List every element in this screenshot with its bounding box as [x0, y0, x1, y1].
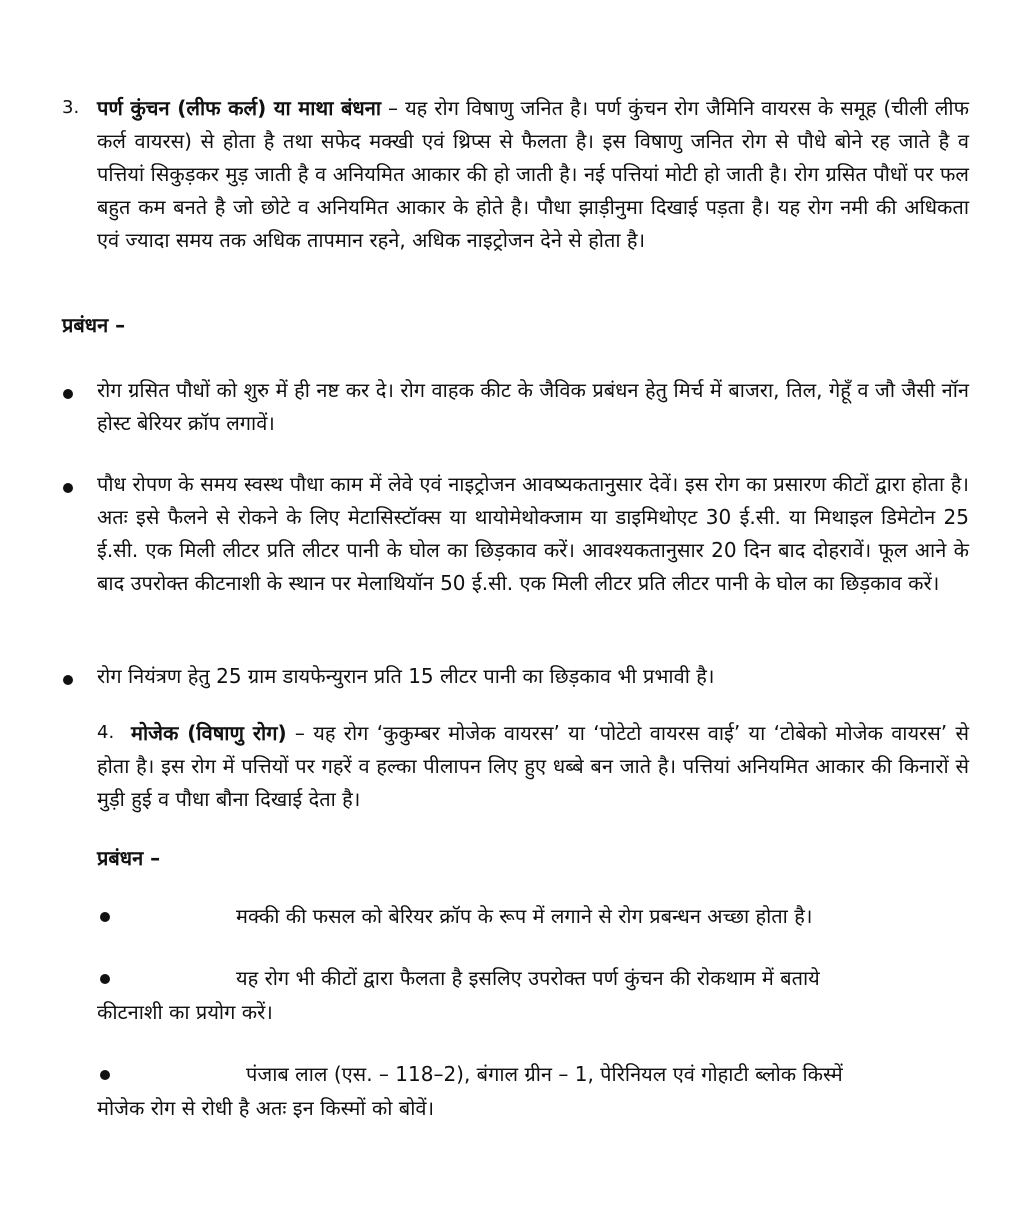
section-3-paragraph: [97, 92, 969, 257]
section-3-management-heading: प्रबंधन –: [62, 313, 126, 337]
bullet-marker: [100, 974, 110, 984]
bullet-marker: [100, 912, 110, 922]
section-4-paragraph: [97, 717, 969, 816]
section-4-bullet-1: मक्की की फसल को बेरियर क्रॉप के रूप में लगाने से रोग प्रबन्धन अच्छा होता है।: [236, 904, 813, 928]
section-3-number: 3.: [62, 97, 80, 118]
section-4-bullet-3-line-2: मोजेक रोग से रोधी है अतः इन किस्मों को बोवें।: [97, 1096, 435, 1120]
section-4-bullet-3-line-1: पंजाब लाल (एस. – 118–2), बंगाल ग्रीन – 1, पेरिनियल एवं गोहाटी ब्लोक किस्में: [246, 1062, 843, 1086]
section-4-title: मोजेक (विषाणु रोग): [131, 721, 287, 745]
section-3-bullet-2: पौध रोपण के समय स्वस्थ पौधा काम में लेवे एवं नाइट्रोजन आवष्यकतानुसार देवें। इस रोग का प्रसारण कीटों द्वारा होता है। अतः इसे फैलने से रोकने के लिए मेटासिस्टॉक्स या थायोमेथोक्जाम या डाइमिथोएट 30 ई.सी. या मिथाइल डिमेटोन 25 ई.सी. एक मिली लीटर प्रति लीटर पानी के घोल का छिड़काव करें। आवश्यकतानुसार 20 दिन बाद दोहरावें। फूल आने के बाद उपरोक्त कीटनाशी के स्थान पर मेलाथियॉन 50 ई.सी. एक मिली लीटर प्रति लीटर पानी के घोल का छिड़काव करें।: [97, 472, 969, 595]
bullet-marker: [63, 389, 73, 399]
section-3-body: – यह रोग विषाणु जनित है। पर्ण कुंचन रोग जैमिनि वायरस के समूह (चीली लीफ कर्ल वायरस) से होता है तथा सफेद मक्खी एवं थ्रिप्स से फैलता है। इस विषाणु जनित रोग से पौधे बोने रह जाते है व पत्तियां सिकुड़कर मुड़ जाती है व अनियमित आकार की हो जाती है। नई पत्तियां मोटी हो जाती है। रोग ग्रसित पौधों पर फल बहुत कम बनते है जो छोटे व अनियमित आकार के होते है। पौधा झाड़ीनुमा दिखाई पड़ता है। यह रोग नमी की अधिकता एवं ज्यादा समय तक अधिक तापमान रहने, अधिक नाइट्रोजन देने से होता है।: [97, 96, 969, 252]
section-4-management-heading: प्रबंधन –: [97, 846, 161, 870]
bullet-marker: [63, 675, 73, 685]
section-3-title: पर्ण कुंचन (लीफ कर्ल) या माथा बंधना: [97, 96, 382, 120]
section-4-bullet-2-line-1: यह रोग भी कीटों द्वारा फैलता है इसलिए उपरोक्त पर्ण कुंचन की रोकथाम में बताये: [236, 966, 820, 990]
bullet-marker: [63, 483, 73, 493]
section-3-bullet-1: रोग ग्रसित पौधों को शुरु में ही नष्ट कर दे। रोग वाहक कीट के जैविक प्रबंधन हेतु मिर्च में बाजरा, तिल, गेहूँ व जौ जैसी नॉन होस्ट बेरियर क्रॉप लगावें।: [97, 378, 969, 435]
section-3-bullet-3: रोग नियंत्रण हेतु 25 ग्राम डायफेन्युरान प्रति 15 लीटर पानी का छिड़काव भी प्रभावी है।: [97, 664, 715, 688]
section-4-number: 4.: [97, 722, 115, 743]
bullet-marker: [100, 1070, 110, 1080]
section-4-body: – यह रोग ‘कुकुम्बर मोजेक वायरस’ या ‘पोटेटो वायरस वाई’ या ‘टोबेको मोजेक वायरस’ से होता है। इस रोग में पत्तियों पर गहरें व हल्का पीलापन लिए हुए धब्बे बन जाते है। पत्तियां अनियमित आकार की किनारों से मुड़ी हुई व पौधा बौना दिखाई देता है।: [97, 721, 969, 811]
section-4-bullet-2-line-2: कीटनाशी का प्रयोग करें।: [97, 1000, 273, 1024]
